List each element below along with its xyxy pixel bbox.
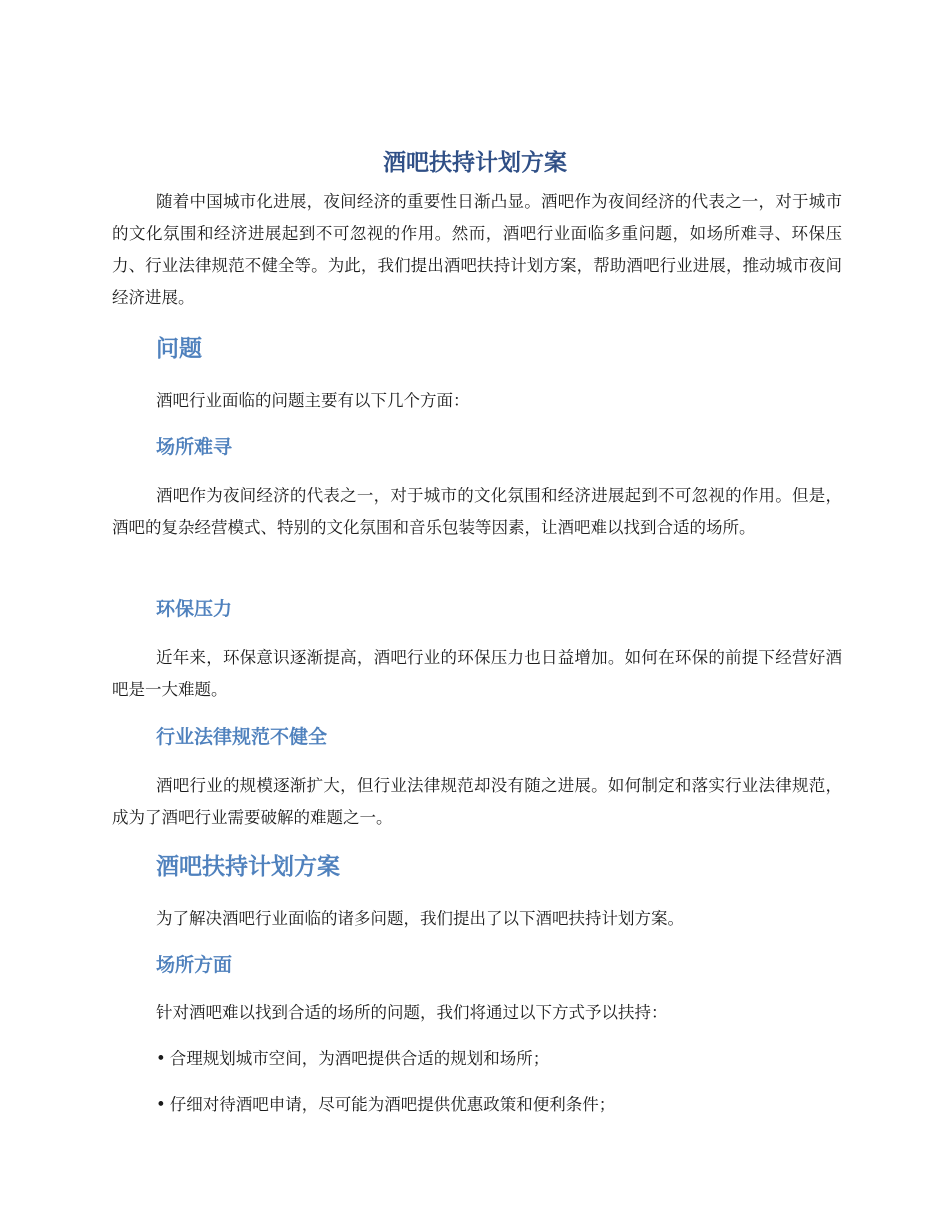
list-item	[156, 1090, 615, 1120]
list-item-text: 合理规划城市空间，为酒吧提供合适的规划和场所；	[169, 1049, 550, 1068]
intro-paragraph: 随着中国城市化进展，夜间经济的重要性日渐凸显。酒吧作为夜间经济的代表之一，对于城市的文化氛围和经济进展起到不可忽视的作用。然而，酒吧行业面临多重问题，如场所难寻、环保压力、行业法律规范不健全等。为此，我们提出酒吧扶持计划方案，帮助酒吧行业进展，推动城市夜间经济进展。	[112, 192, 842, 307]
venue-problem-paragraph: 酒吧作为夜间经济的代表之一，对于城市的文化氛围和经济进展起到不可忽视的作用。但是，酒吧的复杂经营模式、特别的文化氛围和音乐包装等因素，让酒吧难以找到合适的场所。	[112, 486, 842, 537]
document-title: 酒吧扶持计划方案	[383, 150, 567, 176]
heading-problems: 问题	[156, 336, 202, 362]
heading-venue-problem: 场所难寻	[156, 436, 233, 458]
venue-plan-lead: 针对酒吧难以找到合适的场所的问题，我们将通过以下方式予以扶持：	[156, 1003, 668, 1022]
heading-law-problem: 行业法律规范不健全	[156, 726, 328, 748]
list-item-text: 仔细对待酒吧申请，尽可能为酒吧提供优惠政策和便利条件；	[169, 1095, 616, 1114]
environment-problem-paragraph: 近年来，环保意识逐渐提高，酒吧行业的环保压力也日益增加。如何在环保的前提下经营好酒吧是一大难题。	[112, 648, 842, 699]
bullet-icon: •	[156, 1049, 166, 1068]
problems-lead: 酒吧行业面临的问题主要有以下几个方面：	[156, 391, 470, 410]
heading-plan: 酒吧扶持计划方案	[156, 854, 340, 880]
law-problem-paragraph: 酒吧行业的规模逐渐扩大，但行业法律规范却没有随之进展。如何制定和落实行业法律规范，成为了酒吧行业需要破解的难题之一。	[112, 776, 842, 827]
list-item	[156, 1044, 549, 1074]
plan-lead: 为了解决酒吧行业面临的诸多问题，我们提出了以下酒吧扶持计划方案。	[156, 909, 684, 928]
bullet-icon: •	[156, 1095, 166, 1114]
heading-environment-problem: 环保压力	[156, 598, 233, 620]
heading-venue-plan: 场所方面	[156, 954, 233, 976]
